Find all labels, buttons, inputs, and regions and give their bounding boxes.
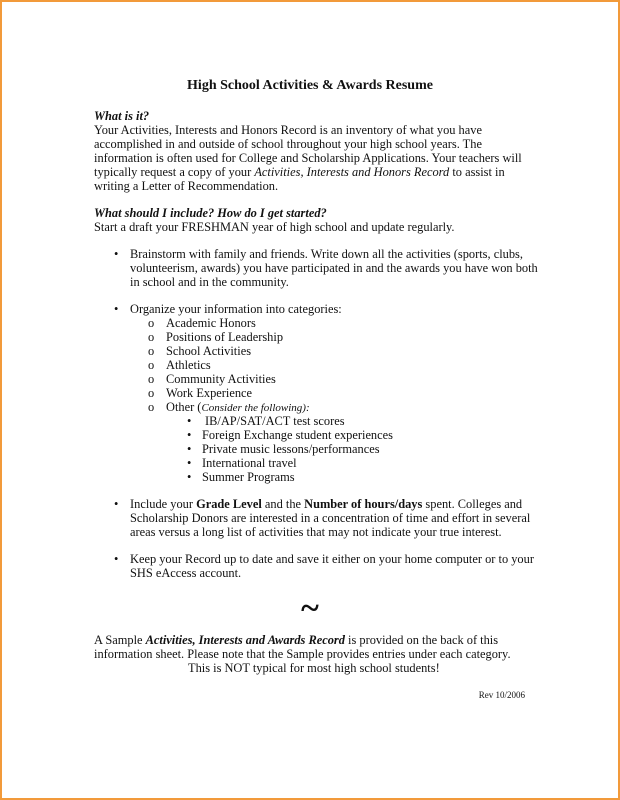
paragraph-line (94, 166, 505, 180)
bullet-line: volunteerism, awards) you have participated in and the awards you have won both (130, 261, 538, 275)
bullet-icon (187, 415, 191, 429)
paragraph-text: typically request a copy of your (94, 165, 255, 179)
bullet-icon (114, 303, 118, 317)
hours-emphasis: Number of hours/days (304, 497, 423, 511)
closing-line: information sheet. Please note that the Sample provides entries under each category. (94, 647, 511, 661)
paragraph-text: to assist in (449, 165, 505, 179)
bullet-line: SHS eAccess account. (130, 566, 242, 580)
sub-bullet-icon (148, 387, 154, 401)
bullet-line: in school and in the community. (130, 275, 289, 289)
other-label: Other ( (166, 400, 202, 414)
section-heading-what-to-include: What should I include? How do I get started? (94, 206, 327, 220)
sub-bullet-icon (148, 317, 154, 331)
other-item: International travel (202, 456, 297, 470)
bullet-icon (187, 471, 191, 485)
paragraph-line: writing a Letter of Recommendation. (94, 179, 279, 193)
closing-text: is provided on the back of this (344, 633, 499, 647)
record-name-emphasis: Activities, Interests and Honors Record (254, 165, 450, 179)
closing-text: A Sample (94, 633, 146, 647)
sub-bullet-icon (148, 359, 154, 373)
closing-line: This is NOT typical for most high school students! (188, 661, 440, 675)
category-item: School Activities (166, 344, 252, 358)
bullet-icon (187, 429, 191, 443)
closing-line (94, 634, 498, 648)
bullet-text: Include your (130, 497, 197, 511)
revision-date: Rev 10/2006 (478, 690, 525, 700)
category-item: Positions of Leadership (166, 330, 284, 344)
bullet-icon (187, 443, 191, 457)
bullet-line: Brainstorm with family and friends. Write down all the activities (sports, clubs, (130, 247, 523, 261)
bullet-line (130, 498, 522, 512)
other-item: Foreign Exchange student experiences (202, 428, 393, 442)
bullet-icon (114, 248, 118, 262)
other-note: Consider the following): (201, 402, 310, 414)
bullet-line: Scholarship Donors are interested in a concentration of time and effort in several (130, 511, 531, 525)
other-item: Summer Programs (202, 470, 295, 484)
tilde-divider: ~ (301, 590, 319, 627)
category-item: Athletics (166, 358, 211, 372)
sub-bullet-icon (148, 373, 154, 387)
sub-bullet-icon (148, 401, 154, 415)
grade-level-emphasis: Grade Level (196, 497, 262, 511)
bullet-line: Organize your information into categories: (130, 302, 342, 316)
sample-record-emphasis: Activities, Interests and Awards Record (145, 633, 345, 647)
intro-line: Start a draft your FRESHMAN year of high school and update regularly. (94, 220, 455, 234)
category-item: Academic Honors (166, 316, 256, 330)
bullet-text: spent. Colleges and (422, 497, 523, 511)
paragraph-line: information is often used for College and Scholarship Applications. Your teachers will (94, 151, 522, 165)
sub-bullet-icon (148, 345, 154, 359)
section-heading-what-is-it: What is it? (94, 109, 150, 123)
category-item: Work Experience (166, 386, 253, 400)
other-item: IB/AP/SAT/ACT test scores (205, 414, 345, 428)
sub-bullet-icon (148, 331, 154, 345)
bullet-line: areas versus a long list of activities that may not indicate your true interest. (130, 525, 502, 539)
bullet-icon (114, 498, 118, 512)
other-item: Private music lessons/performances (202, 442, 380, 456)
bullet-line: Keep your Record up to date and save it either on your home computer or to your (130, 552, 534, 566)
bullet-text: and the (261, 497, 305, 511)
document-title: High School Activities & Awards Resume (187, 78, 433, 93)
paragraph-line: Your Activities, Interests and Honors Record is an inventory of what you have (94, 123, 482, 137)
category-item: Community Activities (166, 372, 276, 386)
paragraph-line: accomplished in and outside of school throughout your high school years. The (94, 137, 482, 151)
bullet-icon (114, 553, 118, 567)
bullet-icon (187, 457, 191, 471)
